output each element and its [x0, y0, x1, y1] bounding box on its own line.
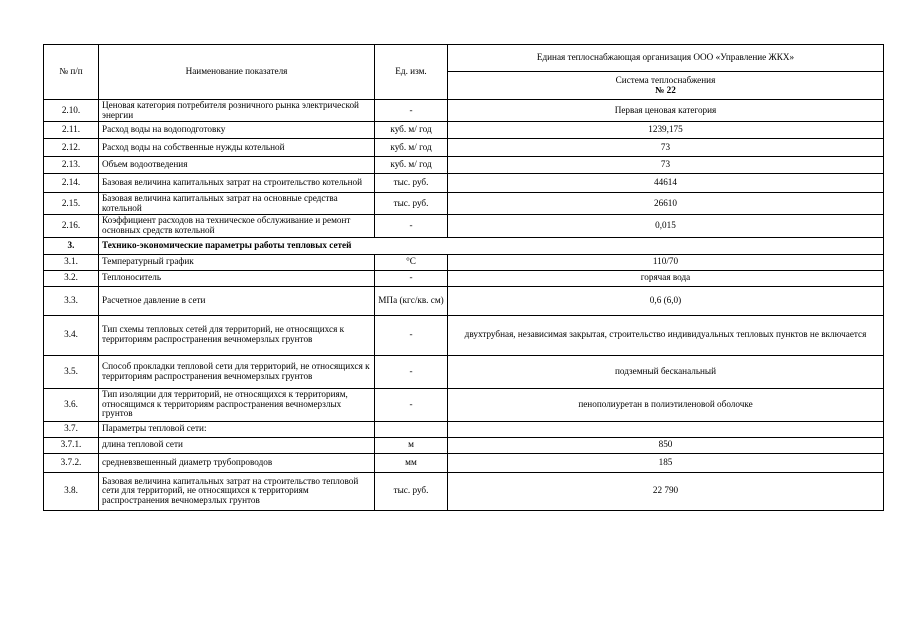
indicator-name: Теплоноситель — [99, 270, 375, 286]
unit-cell: - — [375, 315, 448, 355]
value-cell: 73 — [448, 139, 884, 157]
indicator-name: Ценовая категория потребителя розничного рынка электрической энергии — [99, 100, 375, 122]
unit-cell: - — [375, 100, 448, 122]
unit-cell: МПа (кгс/кв. см) — [375, 286, 448, 315]
indicators-table — [43, 44, 884, 511]
unit-cell: тыс. руб. — [375, 174, 448, 193]
table-row — [44, 355, 884, 388]
section-title: Технико-экономические параметры работы тепловых сетей — [99, 237, 884, 254]
section-number: 3. — [44, 237, 99, 254]
value-cell: 185 — [448, 453, 884, 472]
value-cell: 110/70 — [448, 254, 884, 270]
header-name: Наименование показателя — [99, 45, 375, 100]
row-number: 3.4. — [44, 315, 99, 355]
table-header — [44, 45, 884, 100]
unit-cell: - — [375, 270, 448, 286]
unit-cell: тыс. руб. — [375, 472, 448, 510]
table-row — [44, 193, 884, 215]
table-row — [44, 157, 884, 174]
table-row — [44, 174, 884, 193]
row-number: 3.7.2. — [44, 453, 99, 472]
row-number: 2.14. — [44, 174, 99, 193]
indicator-name: Базовая величина капитальных затрат на строительство тепловой сети для территорий, не относящихся к территориям распространения вечномерзлых грунтов — [99, 472, 375, 510]
row-number: 3.7.1. — [44, 437, 99, 453]
header-system — [448, 72, 884, 100]
table-row — [44, 453, 884, 472]
header-system-number: № 22 — [655, 84, 676, 95]
indicator-name: Способ прокладки тепловой сети для территорий, не относящихся к территориям распространения вечномерзлых грунтов — [99, 355, 375, 388]
indicator-name: Расчетное давление в сети — [99, 286, 375, 315]
row-number: 3.6. — [44, 388, 99, 421]
value-cell: пенополиуретан в полиэтиленовой оболочке — [448, 388, 884, 421]
header-org: Единая теплоснабжающая организация ООО «Управление ЖКХ» — [448, 45, 884, 72]
value-cell — [448, 421, 884, 437]
unit-cell: - — [375, 388, 448, 421]
row-number: 3.2. — [44, 270, 99, 286]
row-number: 2.11. — [44, 122, 99, 139]
table-row — [44, 215, 884, 237]
table-row — [44, 421, 884, 437]
table-row — [44, 286, 884, 315]
value-cell: 1239,175 — [448, 122, 884, 139]
table-row — [44, 315, 884, 355]
value-cell: 850 — [448, 437, 884, 453]
row-number: 2.12. — [44, 139, 99, 157]
unit-cell: тыс. руб. — [375, 193, 448, 215]
header-unit: Ед. изм. — [375, 45, 448, 100]
table-row — [44, 122, 884, 139]
indicator-name: средневзвешенный диаметр трубопроводов — [99, 453, 375, 472]
row-number: 2.16. — [44, 215, 99, 237]
value-cell: двухтрубная, независимая закрытая, строительство индивидуальных тепловых пунктов не включается — [448, 315, 884, 355]
value-cell: 22 790 — [448, 472, 884, 510]
unit-cell: - — [375, 215, 448, 237]
indicator-name: Тип изоляции для территорий, не относящихся к территориям, относящимся к территориям распространения вечномерзлых грунтов — [99, 388, 375, 421]
unit-cell: - — [375, 355, 448, 388]
row-number: 2.13. — [44, 157, 99, 174]
header-num: № п/п — [44, 45, 99, 100]
unit-cell: мм — [375, 453, 448, 472]
table-body — [44, 100, 884, 511]
indicator-name: Расход воды на водоподготовку — [99, 122, 375, 139]
row-number: 3.5. — [44, 355, 99, 388]
table-row — [44, 437, 884, 453]
indicator-name: Базовая величина капитальных затрат на строительство котельной — [99, 174, 375, 193]
table-row — [44, 270, 884, 286]
indicator-name: Базовая величина капитальных затрат на основные средства котельной — [99, 193, 375, 215]
unit-cell: куб. м/ год — [375, 122, 448, 139]
unit-cell: куб. м/ год — [375, 139, 448, 157]
table-row — [44, 254, 884, 270]
value-cell: горячая вода — [448, 270, 884, 286]
unit-cell: куб. м/ год — [375, 157, 448, 174]
table-row — [44, 139, 884, 157]
indicator-name: Объем водоотведения — [99, 157, 375, 174]
table-row — [44, 100, 884, 122]
section-row — [44, 237, 884, 254]
indicator-name: Коэффициент расходов на техническое обслуживание и ремонт основных средств котельной — [99, 215, 375, 237]
indicator-name: Расход воды на собственные нужды котельной — [99, 139, 375, 157]
indicator-name: Температурный график — [99, 254, 375, 270]
unit-cell: °С — [375, 254, 448, 270]
unit-cell: м — [375, 437, 448, 453]
value-cell: подземный бесканальный — [448, 355, 884, 388]
value-cell: 73 — [448, 157, 884, 174]
row-number: 2.10. — [44, 100, 99, 122]
value-cell: 44614 — [448, 174, 884, 193]
table-row — [44, 388, 884, 421]
table-row — [44, 472, 884, 510]
value-cell: 0,6 (6,0) — [448, 286, 884, 315]
indicator-name: Параметры тепловой сети: — [99, 421, 375, 437]
row-number: 2.15. — [44, 193, 99, 215]
indicator-name: длина тепловой сети — [99, 437, 375, 453]
value-cell: 26610 — [448, 193, 884, 215]
indicator-name: Тип схемы тепловых сетей для территорий, не относящихся к территориям распространения вечномерзлых грунтов — [99, 315, 375, 355]
row-number: 3.8. — [44, 472, 99, 510]
row-number: 3.1. — [44, 254, 99, 270]
value-cell: 0,015 — [448, 215, 884, 237]
value-cell: Первая ценовая категория — [448, 100, 884, 122]
row-number: 3.7. — [44, 421, 99, 437]
header-system-title: Система теплоснабжения — [615, 74, 716, 85]
row-number: 3.3. — [44, 286, 99, 315]
unit-cell — [375, 421, 448, 437]
